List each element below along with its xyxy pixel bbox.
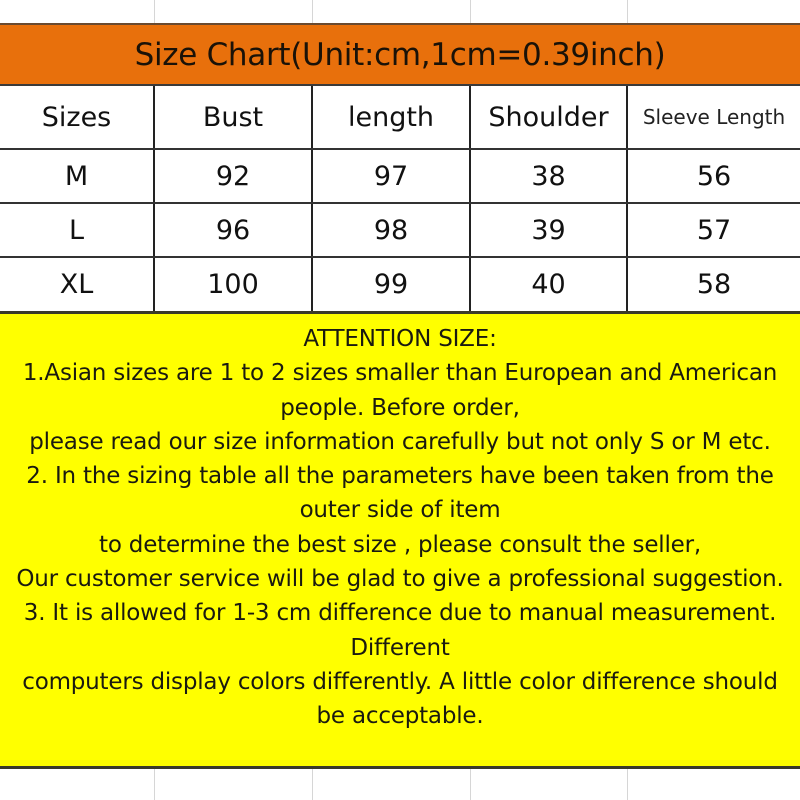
notice-line: please read our size information carefully but not only S or M etc. — [29, 428, 771, 455]
size-table — [0, 86, 800, 311]
header-length: length — [313, 86, 471, 148]
cell-length: 99 — [313, 258, 471, 311]
header-sleeve-length: Sleeve Length — [642, 105, 786, 129]
cell-sleeve-length: 57 — [696, 214, 732, 246]
notice-line: Different — [350, 634, 450, 661]
notice-line: be acceptable. — [316, 703, 484, 730]
notice-line: outer side of item — [299, 497, 501, 524]
cell-bust: 100 — [155, 258, 313, 311]
header-sizes: Sizes — [0, 86, 155, 148]
notice-line: people. Before order, — [280, 394, 520, 421]
cell-length: 97 — [313, 150, 471, 202]
cell-shoulder: 39 — [471, 204, 628, 256]
table-header-row — [0, 86, 800, 150]
cell-size: L — [0, 204, 155, 256]
size-chart-title: Size Chart(Unit:cm,1cm=0.39inch) — [0, 23, 800, 86]
cell-sleeve-length: 58 — [696, 269, 732, 300]
notice-line: 1.Asian sizes are 1 to 2 sizes smaller than European and American — [22, 360, 778, 387]
table-row — [0, 258, 800, 311]
cell-bust: 92 — [155, 150, 313, 202]
cell-length: 98 — [313, 204, 471, 256]
table-row — [0, 204, 800, 258]
header-bust: Bust — [155, 86, 313, 148]
cell-shoulder: 38 — [471, 150, 628, 202]
header-shoulder: Shoulder — [471, 86, 628, 148]
table-row — [0, 150, 800, 204]
cell-size: XL — [0, 258, 155, 311]
notice-line: 2. In the sizing table all the parameters have been taken from the — [26, 463, 774, 490]
cell-bust: 96 — [155, 204, 313, 256]
notice-heading: ATTENTION SIZE: — [303, 326, 497, 352]
notice-line: Our customer service will be glad to give a professional suggestion. — [16, 566, 784, 593]
notice-line: 3. It is allowed for 1-3 cm difference due to manual measurement. — [23, 600, 777, 627]
notice-line: to determine the best size , please consult the seller, — [99, 531, 701, 558]
cell-sleeve-length: 56 — [696, 160, 732, 192]
attention-notice — [0, 311, 800, 769]
cell-size: M — [0, 150, 155, 202]
cell-shoulder: 40 — [471, 258, 628, 311]
notice-line: computers display colors differently. A little color difference should — [22, 668, 778, 695]
